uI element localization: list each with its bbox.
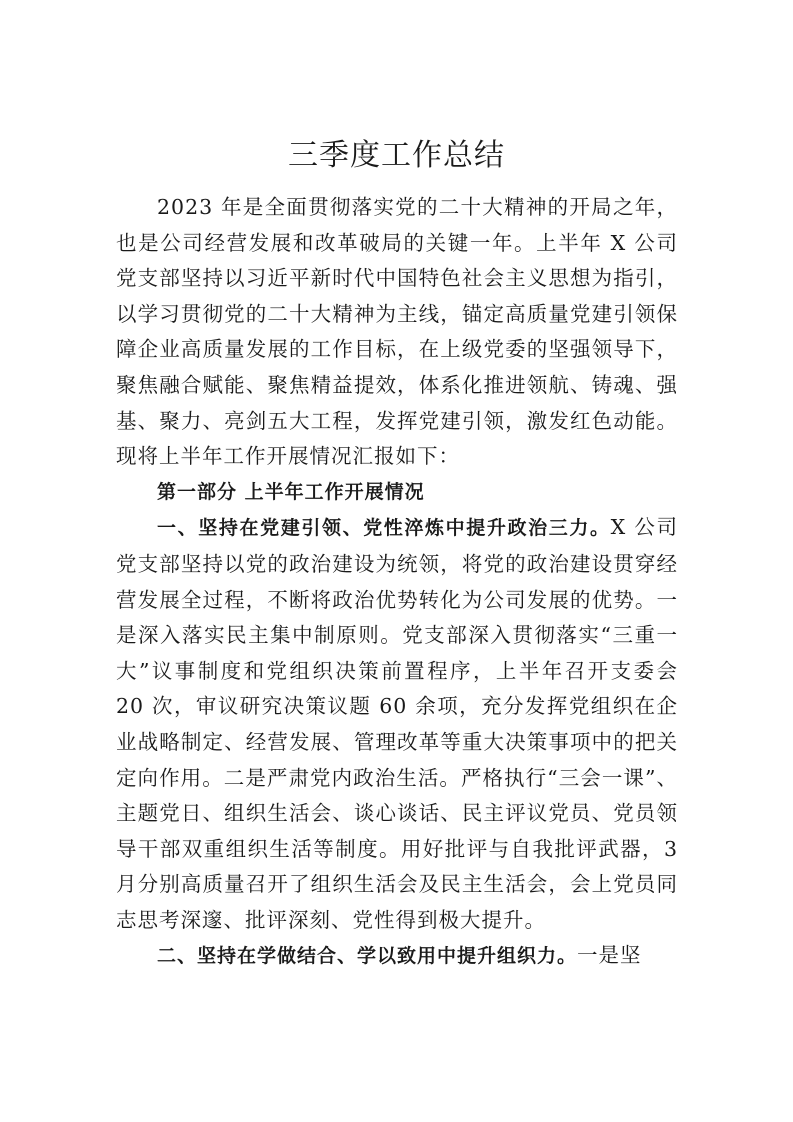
part-one-heading: 第一部分 上半年工作开展情况 bbox=[157, 480, 425, 503]
section-one-text: X 公司党支部坚持以党的政治建设为统领，将党的政治建设贯穿经营发展全过程，不断将政治优势转化为公司发展的优势。一是深入落实民主集中制原则。党支部深入贯彻落实“三重一大”议事制度和党组织决策前置程序，上半年召开支委会 20 次，审议研究决策议题 60 余项，充分发挥党组织在企业战略制定、经营发展、管理改革等重大决策事项中的把关定向作用。二是严肃党内政治生活。严格执行“三会一课”、主题党日、组织生活会、谈心谈话、民主评议党员、党员领导干部双重组织生活等制度。用好批评与自我批评武器，3 月分别高质量召开了组织生活会及民主生活会，会上党员同志思考深邃、批评深刻、党性得到极大提升。 bbox=[116, 515, 678, 932]
document-body bbox=[116, 190, 678, 975]
document-title: 三季度工作总结 bbox=[288, 138, 505, 173]
section-one-heading: 一、坚持在党建引领、党性淬炼中提升政治三力。 bbox=[157, 517, 611, 540]
section-one-paragraph bbox=[116, 510, 678, 938]
section-two-paragraph bbox=[116, 938, 678, 975]
section-two-text: 一是坚 bbox=[577, 943, 642, 968]
section-two-heading: 二、坚持在学做结合、学以致用中提升组织力。 bbox=[157, 945, 578, 968]
intro-paragraph: 2023 年是全面贯彻落实党的二十大精神的开局之年，也是公司经营发展和改革破局的关键一年。上半年 X 公司党支部坚持以习近平新时代中国特色社会主义思想为指引，以学习贯彻党的二十大精神为主线，锚定高质量党建引领保障企业高质量发展的工作目标，在上级党委的坚强领导下，聚焦融合赋能、聚焦精益提效，体系化推进领航、铸魂、强基、聚力、亮剑五大工程，发挥党建引领，激发红色动能。现将上半年工作开展情况汇报如下： bbox=[116, 195, 678, 469]
